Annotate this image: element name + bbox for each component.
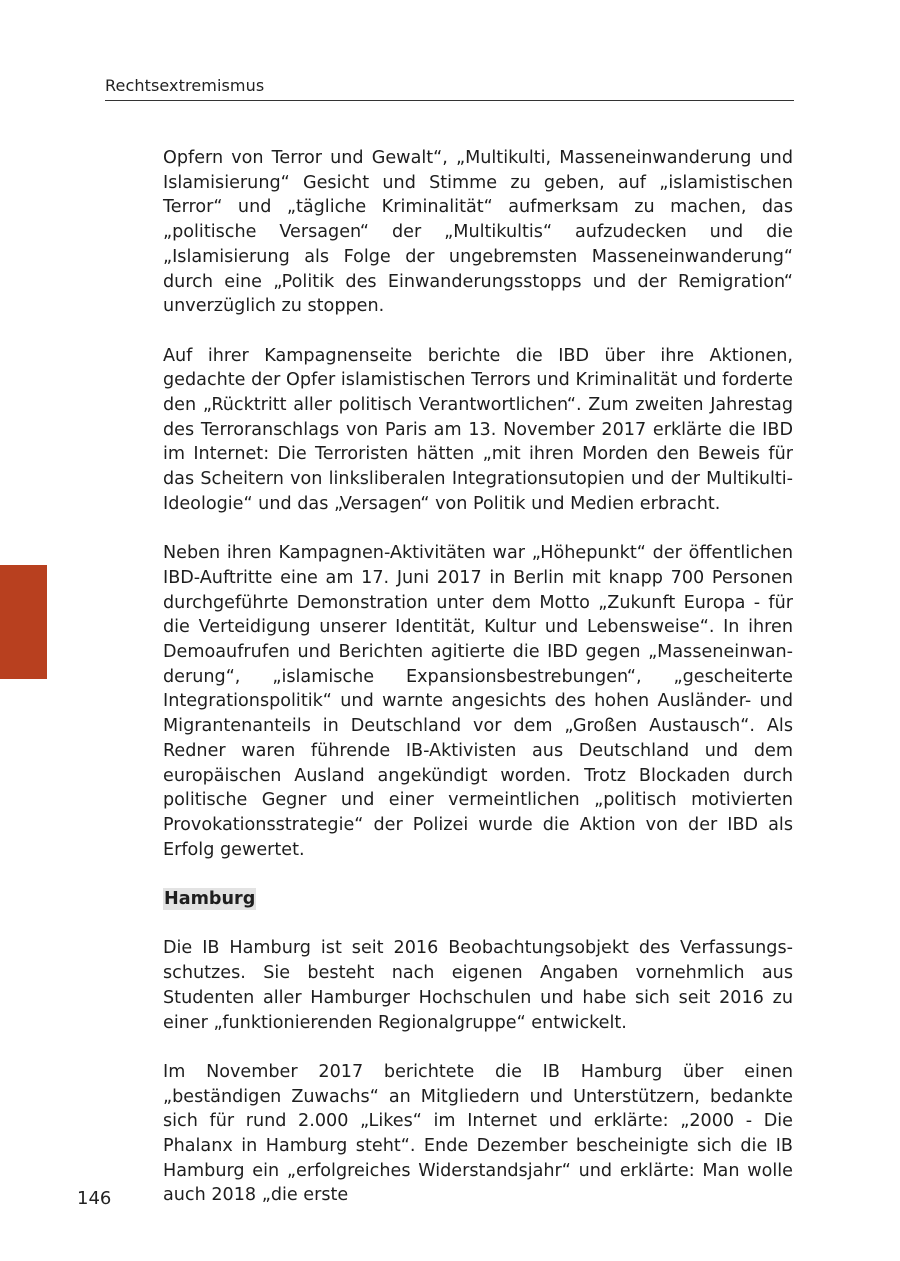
- header-divider: [105, 100, 794, 101]
- paragraph-3: Neben ihren Kampagnen-Aktivitäten war „Höhepunkt“ der öffentlichen IBD-Auftritte eine am 17. Juni 2017 in Berlin mit knapp 700 Personen durchgeführte Demonstration unter dem Motto „Zukunft Europa - für die Verteidigung unserer Identität, Kultur und Lebensweise“. In ihren Demoaufrufen und Berichten agitierte die IBD gegen „Masseneinwanderung“, „islamische Expansionsbestrebungen“, „gescheiterte Integrationspolitik“ und warnte angesichts des hohen Ausländer- und Migrantenanteils in Deutschland vor dem „Großen Austausch“. Als Redner waren führende IB-Aktivisten aus Deutschland und dem europäischen Ausland angekündigt worden. Trotz Blockaden durch politische Gegner und einer vermeintlichen „politisch motivierten Provokationsstrategie“ der Polizei wurde die Aktion von der IBD als Erfolg gewertet.: [163, 543, 793, 860]
- section-heading: [163, 887, 793, 912]
- main-text-column: [163, 146, 793, 1233]
- running-head-title: Rechtsextremismus: [105, 76, 265, 95]
- section-heading-label: Hamburg: [164, 889, 256, 910]
- page-number: 146: [77, 1188, 112, 1209]
- paragraph-4: Die IB Hamburg ist seit 2016 Beobachtungsobjekt des Verfassungsschutzes. Sie besteht nach eigenen Angaben vornehmlich aus Studenten aller Hamburger Hochschulen und habe sich seit 2016 zu einer „funktionierenden Regionalgruppe“ entwickelt.: [163, 938, 793, 1033]
- paragraph-5: Im November 2017 berichtete die IB Hamburg über einen „beständigen Zuwachs“ an Mitgliedern und Unterstützern, bedankte sich für rund 2.000 „Likes“ im Internet und erklärte: „2000 - Die Phalanx in Hamburg steht“. Ende Dezember bescheinigte sich die IB Hamburg ein „erfolgreiches Widerstandsjahr“ und erklärte: Man wolle auch 2018 „die erste: [163, 1061, 793, 1206]
- paragraph-2: Auf ihrer Kampagnenseite berichte die IBD über ihre Aktionen, gedachte der Opfer islamistischen Terrors und Kriminalität und forderte den „Rücktritt aller politisch Verantwortlichen“. Zum zweiten Jahrestag des Terroranschlags von Paris am 13. November 2017 erklärte die IBD im Internet: Die Terroristen hätten „mit ihren Morden den Beweis für das Scheitern von linksliberalen Integrationsutopien und der Multikulti-Ideologie“ und das „Versagen“ von Politik und Medien erbracht.: [163, 345, 793, 514]
- paragraph-1: Opfern von Terror und Gewalt“, „Multikulti, Masseneinwanderung und Islamisierung“ Gesicht und Stimme zu geben, auf „islamistischen Terror“ und „tägliche Kriminalität“ aufmerksam zu machen, das „politische Versagen“ der „Multikultis“ aufzudecken und die „Islamisierung als Folge der ungebremsten Masseneinwanderung“ durch eine „Politik des Einwanderungsstopps und der Remigration“ unverzüglich zu stoppen.: [163, 148, 793, 317]
- chapter-marker-tab: [0, 565, 47, 679]
